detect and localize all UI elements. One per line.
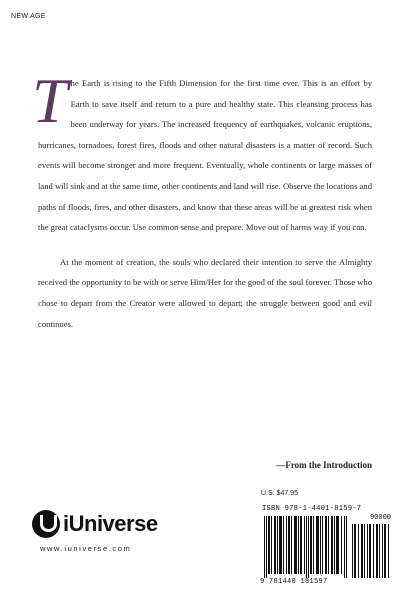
publisher-logo [32, 510, 158, 538]
isbn: ISBN 978-1-4401-8159-7 [262, 505, 362, 513]
publisher-name: iUniverse [63, 511, 158, 536]
publisher-url: www.iuniverse.com [40, 544, 132, 553]
barcode-ean-digits: 9 781440 181597 [260, 578, 328, 586]
genre-label: NEW AGE [11, 13, 46, 20]
drop-cap: T [32, 65, 68, 136]
price: U.S. $47.95 [261, 490, 298, 497]
paragraph-1-text: he Earth is rising to the Fifth Dimension for the first time ever. This is an effort by Earth to save itself and return to a pure and healthy state. This cleansing process has been underway for years. The increased frequency of earthquakes, volcanic eruptions, hurricanes, tornadoes, forest fires, floods and other natural disasters is a matter of record. Such events will become stronger and more frequent. Eventually, whole continents or large masses of land will sink and at the same time, other continents and land will rise. Observe the locations and paths of floods, fires, and other disasters, and know that these areas will be at greatest risk when the great cataclysms occur. Use common sense and prepare. Move out of harms way if you can. [38, 78, 372, 233]
attribution: —From the Introduction [276, 460, 372, 470]
barcode-icon [264, 516, 392, 578]
paragraph-1 [32, 65, 372, 238]
barcode-area [260, 505, 392, 587]
back-cover-text [32, 65, 372, 348]
iuniverse-logo-icon [32, 510, 60, 538]
paragraph-2: At the moment of creation, the souls who declared their intention to serve the Almighty received the opportunity to be with or serve Him/Her for the good of the soul forever. Those who chose to depart from the Creator were allowed to depart; the struggle between good and evil continues. [38, 256, 372, 329]
barcode-addon-digits: 90000 [369, 514, 391, 522]
